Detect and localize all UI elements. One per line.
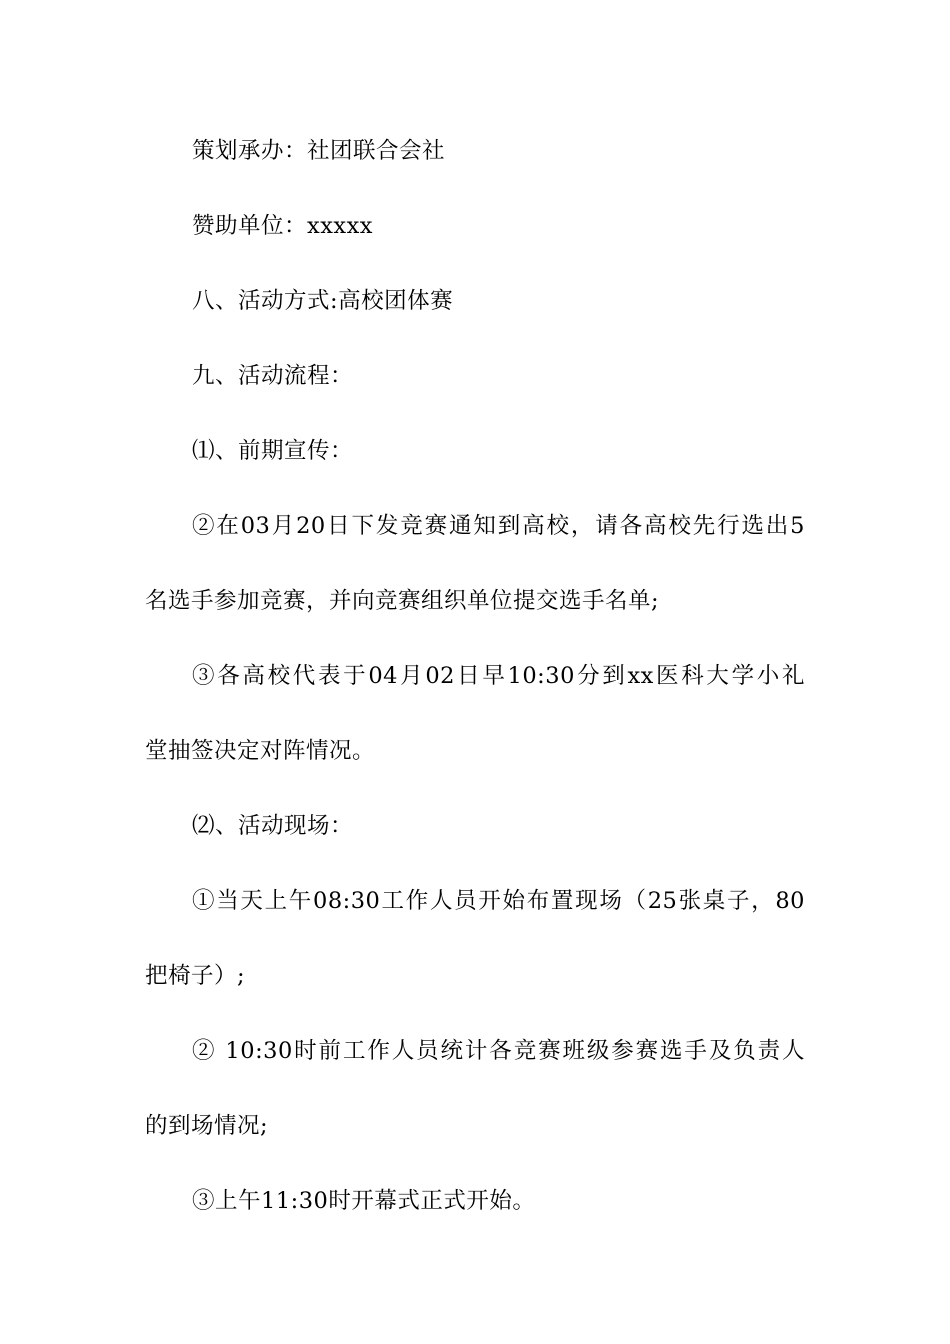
organizer-line: 策划承办：社团联合会社 [192,138,446,164]
section-heading-activity-process: 九、活动流程： [192,363,354,389]
paragraph-line: 的到场情况; [145,1113,269,1139]
sponsor-line: 赞助单位：xxxxx [192,213,373,239]
subheading-pre-promotion: ⑴、前期宣传： [192,438,354,464]
paragraph-line: ②在03月20日下发竞赛通知到高校，请各高校先行选出5 [192,513,805,539]
section-heading-activity-format: 八、活动方式:高校团体赛 [192,288,454,314]
paragraph-line: 堂抽签决定对阵情况。 [145,738,376,764]
paragraph-line: 把椅子）; [145,963,246,989]
paragraph-line: ③各高校代表于04月02日早10:30分到xx医科大学小礼 [192,663,805,689]
paragraph-line: ③上午11:30时开幕式正式开始。 [192,1188,536,1214]
paragraph-line: ①当天上午08:30工作人员开始布置现场（25张桌子，80 [192,888,805,914]
paragraph-line: 名选手参加竞赛，并向竞赛组织单位提交选手名单; [145,588,660,614]
paragraph-line: ② 10:30时前工作人员统计各竞赛班级参赛选手及负责人 [192,1038,805,1064]
subheading-event-site: ⑵、活动现场： [192,813,354,839]
